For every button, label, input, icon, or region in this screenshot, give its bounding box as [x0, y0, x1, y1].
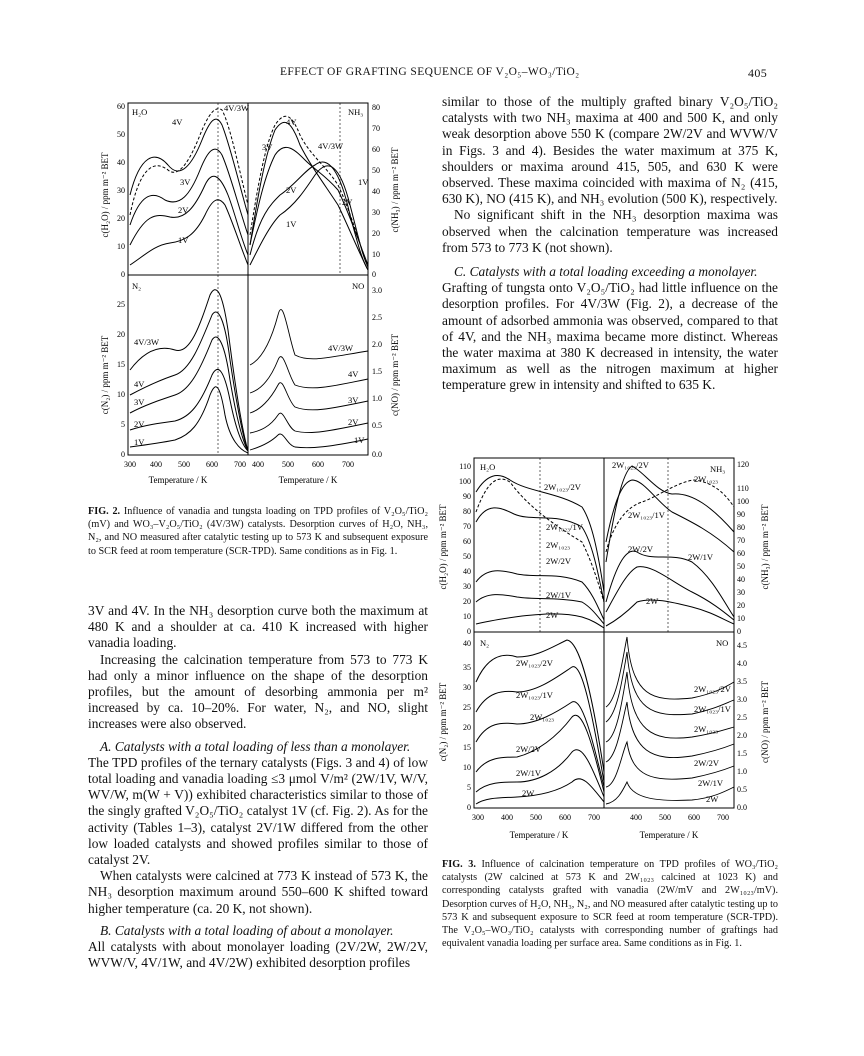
fig3-frame-h2o — [474, 458, 604, 632]
fig3-n2-label: 2W/2V — [516, 744, 542, 754]
tick-label: 5 — [467, 783, 471, 792]
fig3-no-label: 2W₁₀₂₃/1V — [694, 704, 731, 714]
fig2-no-label: 4V/3W — [328, 343, 354, 353]
fig2-no-label: 1V — [354, 435, 365, 445]
tick-label: 110 — [737, 484, 749, 493]
tick-label: 3.5 — [737, 677, 747, 686]
tick-label: 100 — [737, 497, 749, 506]
paragraph: 3V and 4V. In the NH₃ desorption curve both the maximum at 480 K and a shoulder at ca. 410 K increased with higher vanadia loading. — [88, 603, 428, 651]
tick-label: 50 — [463, 552, 471, 561]
fig3-n2-label: 2W₁₀₂₃ — [530, 712, 555, 722]
tick-label: 2.0 — [372, 340, 382, 349]
tick-label: 2.5 — [372, 313, 382, 322]
tick-label: 700 — [717, 813, 729, 822]
tick-label: 60 — [117, 102, 125, 111]
tick-label: 30 — [463, 582, 471, 591]
section-heading: A. Catalysts with a total loading of less than a monolayer. — [100, 738, 411, 754]
tick-label: 50 — [372, 166, 380, 175]
paragraph: When catalysts were calcined at 773 K instead of 573 K, the NH₃ desorption maximum around 550–600 K shifted toward higher temperature (ca. 20 K, not shown). — [88, 868, 428, 916]
tick-label: 80 — [463, 507, 471, 516]
fig3-ylabel-no: c(NO) / ppm m⁻² BET — [760, 681, 770, 763]
tick-label: 40 — [737, 575, 745, 584]
tick-label: 60 — [372, 145, 380, 154]
tick-label: 20 — [463, 723, 471, 732]
fig2-h2o-label: 2V — [178, 205, 189, 215]
fig2-x-ticks-left — [124, 460, 246, 469]
fig3-yr-bot-ticks — [737, 641, 747, 812]
fig2-yr-bot-ticks — [372, 286, 382, 459]
figure-2 — [100, 95, 430, 495]
tick-label: 300 — [472, 813, 484, 822]
fig2-nh3-curves — [250, 116, 368, 270]
fig2-nh3-title: NH₃ — [348, 107, 364, 117]
tick-label: 700 — [234, 460, 246, 469]
fig3-x-ticks-right — [630, 813, 729, 822]
fig3-ylabel-h2o: c(H₂O) / ppm m⁻² BET — [438, 504, 448, 590]
fig3-no-label: 2W₁₀₂₃/2V — [694, 684, 731, 694]
fig3-nh3-label: 2W₁₀₂₃/2V — [612, 460, 649, 470]
tick-label: 500 — [178, 460, 190, 469]
tick-label: 10 — [117, 242, 125, 251]
fig3-nh3-label: 2W/1V — [688, 552, 714, 562]
fig3-yl-top-ticks — [459, 462, 471, 636]
tick-label: 500 — [530, 813, 542, 822]
paragraph: The TPD profiles of the ternary catalysts (Figs. 3 and 4) of low total loading and vanadia loading ≤3 μmol V/m² (2W/1V, W/V, WV/W, m(W + V)) exhibited characteristics similar to those of the singly grafted V₂O₅/TiO₂ catalyst 1V (cf. Fig. 2). As for the activity (Tables 1–3), catalyst 2V/1W differed from the other low loaded catalysts and showed profiles similar to those of catalyst 2V. — [88, 754, 428, 868]
tick-label: 50 — [117, 130, 125, 139]
fig2-h2o-label: 4V — [172, 117, 183, 127]
fig3-nh3-label: 2W₁₀₂₃ — [694, 474, 719, 484]
tick-label: 60 — [463, 537, 471, 546]
fig3-no-label: 2W₁₀₂₃ — [694, 724, 719, 734]
fig3-ylabel-nh3: c(NH₃) / ppm m⁻² BET — [760, 504, 770, 590]
fig3-h2o-label: 2W₁₀₂₃/1V — [546, 522, 583, 532]
fig2-n2-label: 2V — [134, 419, 145, 429]
tick-label: 10 — [463, 612, 471, 621]
tick-label: 90 — [463, 492, 471, 501]
tick-label: 400 — [252, 460, 264, 469]
fig2-h2o-label: 4V/3W — [224, 103, 250, 113]
fig3-n2-label: 2W — [522, 788, 535, 798]
tick-label: 15 — [463, 743, 471, 752]
tick-label: 700 — [588, 813, 600, 822]
tick-label: 30 — [737, 588, 745, 597]
tick-label: 20 — [117, 330, 125, 339]
tick-label: 40 — [463, 567, 471, 576]
fig2-h2o-label: 1V — [178, 235, 189, 245]
tick-label: 5 — [121, 420, 125, 429]
tick-label: 120 — [737, 460, 749, 469]
fig3-no-title: NO — [716, 638, 729, 648]
fig3-xlabel-right: Temperature / K — [639, 830, 699, 840]
tick-label: 80 — [737, 523, 745, 532]
fig2-nh3-label: 2V — [286, 185, 297, 195]
fig3-no-label: 2W/1V — [698, 778, 724, 788]
tick-label: 0.0 — [372, 450, 382, 459]
fig3-x-ticks-left — [472, 813, 600, 822]
fig2-caption — [88, 505, 428, 558]
tick-label: 0 — [737, 627, 741, 636]
tick-label: 30 — [372, 208, 380, 217]
paragraph: Increasing the calcination temperature from 573 to 773 K had only a minor influence on the shape of the desorption profiles, but the amount of desorbing ammonia per m² increased by ca. 10–20%. For water, N₂, and NO, slight increases were also observed. — [88, 651, 428, 732]
fig2-ylabel-nh3: c(NH₃) / ppm m⁻² BET — [390, 147, 400, 233]
fig3-caption-label: FIG. 3. — [442, 859, 476, 870]
fig2-frame-no — [248, 275, 368, 455]
fig3-h2o-label: 2W/1V — [546, 590, 572, 600]
fig3-nh3-curves — [606, 466, 734, 626]
fig2-nh3-label: 4V — [286, 117, 297, 127]
tick-label: 500 — [659, 813, 671, 822]
section-heading: C. Catalysts with a total loading exceeding a monolayer. — [454, 264, 758, 280]
tick-label: 25 — [463, 703, 471, 712]
fig2-no-label: 2V — [348, 417, 359, 427]
tick-label: 40 — [372, 187, 380, 196]
tick-label: 400 — [150, 460, 162, 469]
fig2-no-title: NO — [352, 281, 365, 291]
fig2-x-ticks-right — [252, 460, 354, 469]
tick-label: 0 — [467, 627, 471, 636]
paragraph: Grafting of tungsta onto V₂O₅/TiO₂ had little influence on the desorption profiles. For 4V/3W (Fig. 2), a decrease of the amount of adsorbed ammonia was observed, compared to that of 4V, and the NH₃ maxima became more distinct. Whereas the water maxima at 380 K decreased in intensity, the water maximum as well as the nitrogen maximum at higher temperature grew in intensity and shifted to 635 K. — [442, 280, 778, 393]
tick-label: 110 — [459, 462, 471, 471]
paragraph: No significant shift in the NH₃ desorption maxima was observed when the calcination temperature was increased from 573 to 773 K (not shown). — [442, 207, 778, 255]
tick-label: 0.0 — [737, 803, 747, 812]
tick-label: 20 — [372, 229, 380, 238]
left-column — [88, 603, 428, 971]
fig3-ylabel-n2: c(N₂) / ppm m⁻² BET — [438, 682, 448, 762]
tick-label: 10 — [463, 763, 471, 772]
tick-label: 0 — [467, 803, 471, 812]
tick-label: 3.0 — [737, 695, 747, 704]
fig2-yl-bot-ticks — [117, 300, 125, 459]
fig2-ylabel-no: c(NO) / ppm m⁻² BET — [390, 334, 400, 416]
tick-label: 0.5 — [737, 785, 747, 794]
tick-label: 0.5 — [372, 421, 382, 430]
fig3-nh3-label: 2W/2V — [628, 544, 654, 554]
tick-label: 0 — [372, 270, 376, 279]
fig2-n2-title: N₂ — [132, 281, 142, 291]
tick-label: 600 — [688, 813, 700, 822]
fig3-no-label: 2W/2V — [694, 758, 720, 768]
tick-label: 2.5 — [737, 713, 747, 722]
fig3-nh3-label: 2W₁₀₂₃/1V — [628, 510, 665, 520]
fig3-h2o-label: 2W₁₀₂₃ — [546, 540, 571, 550]
tick-label: 1.5 — [372, 367, 382, 376]
tick-label: 10 — [117, 390, 125, 399]
tick-label: 20 — [463, 597, 471, 606]
paragraph: All catalysts with about monolayer loading (2V/2W, 2W/2V, WVW/V, 4V/1W, and 4V/2W) exhibited desorption profiles — [88, 939, 428, 971]
fig3-yl-bot-ticks — [463, 639, 471, 812]
fig3-h2o-label: 2W₁₀₂₃/2V — [544, 482, 581, 492]
tick-label: 600 — [312, 460, 324, 469]
fig2-frame-nh3 — [248, 103, 368, 275]
fig2-yr-top-ticks — [372, 103, 380, 279]
fig2-n2-label: 4V — [134, 379, 145, 389]
tick-label: 90 — [737, 510, 745, 519]
fig3-n2-label: 2W₁₀₂₃/2V — [516, 658, 553, 668]
fig3-caption — [442, 858, 778, 950]
fig2-nh3-label: 1V — [358, 177, 369, 187]
fig2-caption-text: Influence of vanadia and tungsta loading on TPD profiles of V₂O₅/TiO₂ (mV) and WO₃–V₂O₅/TiO₂ (4V/3W) catalysts. Desorption curves of H₂O, NH₃, N₂, and NO measured after catalytic testing up to 573 K and subsequent exposure to SCR feed at room temperature (SCR-TPD). Same conditions as in Fig. 1. — [88, 506, 428, 557]
tick-label: 300 — [124, 460, 136, 469]
fig3-n2-title: N₂ — [480, 638, 490, 648]
fig2-n2-curves — [130, 290, 248, 453]
fig3-n2-label: 2W₁₀₂₃/1V — [516, 690, 553, 700]
tick-label: 4.5 — [737, 641, 747, 650]
fig2-xlabel-left: Temperature / K — [148, 475, 208, 485]
tick-label: 600 — [559, 813, 571, 822]
page-number: 405 — [748, 66, 768, 80]
tick-label: 100 — [459, 477, 471, 486]
fig2-no-label: 3V — [348, 395, 359, 405]
tick-label: 20 — [737, 601, 745, 610]
tick-label: 20 — [117, 214, 125, 223]
fig3-nh3-label: 2W — [646, 596, 659, 606]
fig3-h2o-title: H₂O — [480, 462, 496, 472]
paragraph: similar to those of the multiply grafted binary V₂O₅/TiO₂ catalysts with two NH₃ maxima at 400 and 500 K, and only weak desorption above 550 K (compare 2W/2V and WVW/V in Figs. 3 and 4). Besides the water maximum at 375 K, shoulders or maxima around 415, 505, and 630 K were observed. These maxima coincided with maxima of N₂ (415, 630 K), NO (415 K), and NH₃ evolution (500 K), respectively. — [442, 94, 778, 207]
fig2-n2-label: 1V — [134, 437, 145, 447]
tick-label: 30 — [463, 683, 471, 692]
tick-label: 15 — [117, 360, 125, 369]
fig2-h2o-label: 3V — [180, 177, 191, 187]
fig2-nh3-label: 3V — [262, 142, 273, 152]
running-title: EFFECT OF GRAFTING SEQUENCE OF V₂O₅–WO₃/TiO₂ — [280, 66, 580, 78]
tick-label: 3.0 — [372, 286, 382, 295]
fig2-ylabel-n2: c(N₂) / ppm m⁻² BET — [100, 335, 110, 415]
tick-label: 600 — [206, 460, 218, 469]
fig3-caption-text: Influence of calcination temperature on TPD profiles of WO₃/TiO₂ catalysts (2W calcined at 573 K and 2W₁₀₂₃ calcined at 1023 K) and corresponding catalysts grafted with vanadia (2W/mV and 2W₁₀₂₃/mV). Desorption curves of H₂O, NH₃, N₂, and NO measured after catalytic testing up to 573 K and subsequent exposure to SCR feed at room temperature (SCR-TPD). The V₂O₅–WO₃/TiO₂ catalysts with corresponding number of graftings had equivalent vanadia loading per surface area. Same conditions as in Fig. 1. — [442, 859, 778, 950]
fig2-n2-label: 4V/3W — [134, 337, 160, 347]
fig3-h2o-label: 2W/2V — [546, 556, 572, 566]
tick-label: 2.0 — [737, 731, 747, 740]
fig2-ylabel-h2o: c(H₂O) / ppm m⁻² BET — [100, 152, 110, 238]
fig3-no-label: 2W — [706, 794, 719, 804]
section-heading: B. Catalysts with a total loading of about a monolayer. — [100, 922, 394, 938]
fig2-yl-top-ticks — [117, 102, 125, 279]
tick-label: 0 — [121, 270, 125, 279]
tick-label: 10 — [737, 614, 745, 623]
fig3-yr-top-ticks — [737, 460, 749, 636]
tick-label: 1.0 — [372, 394, 382, 403]
fig2-nh3-label: 2V — [342, 197, 353, 207]
fig3-n2-label: 2W/1V — [516, 768, 542, 778]
tick-label: 30 — [117, 186, 125, 195]
fig2-nh3-label: 4V/3W — [318, 141, 344, 151]
tick-label: 10 — [372, 250, 380, 259]
figure-3 — [432, 452, 782, 852]
fig3-nh3-title: NH₃ — [710, 464, 726, 474]
fig2-caption-label: FIG. 2. — [88, 506, 121, 517]
tick-label: 1.5 — [737, 749, 747, 758]
tick-label: 40 — [117, 158, 125, 167]
tick-label: 70 — [372, 124, 380, 133]
tick-label: 40 — [463, 639, 471, 648]
tick-label: 1.0 — [737, 767, 747, 776]
tick-label: 70 — [463, 522, 471, 531]
right-column — [442, 94, 778, 394]
tick-label: 50 — [737, 562, 745, 571]
tick-label: 4.0 — [737, 659, 747, 668]
fig2-no-curves — [250, 310, 368, 450]
fig3-xlabel-left: Temperature / K — [509, 830, 569, 840]
fig2-frame-h2o — [128, 103, 248, 275]
tick-label: 25 — [117, 300, 125, 309]
tick-label: 0 — [121, 450, 125, 459]
tick-label: 35 — [463, 663, 471, 672]
tick-label: 70 — [737, 536, 745, 545]
tick-label: 500 — [282, 460, 294, 469]
tick-label: 400 — [501, 813, 513, 822]
fig2-no-label: 4V — [348, 369, 359, 379]
tick-label: 80 — [372, 103, 380, 112]
fig3-h2o-label: 2W — [546, 610, 559, 620]
fig2-h2o-title: H₂O — [132, 107, 148, 117]
tick-label: 400 — [630, 813, 642, 822]
fig2-xlabel-right: Temperature / K — [278, 475, 338, 485]
fig2-n2-label: 3V — [134, 397, 145, 407]
tick-label: 700 — [342, 460, 354, 469]
tick-label: 60 — [737, 549, 745, 558]
fig2-nh3-label: 1V — [286, 219, 297, 229]
